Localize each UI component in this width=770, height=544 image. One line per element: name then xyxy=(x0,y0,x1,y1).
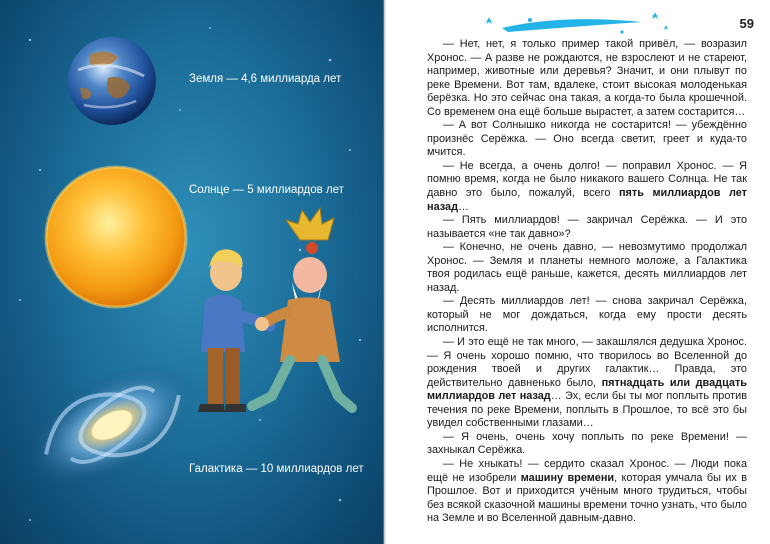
galaxy-caption: Галактика — 10 миллиардов лет xyxy=(189,463,364,475)
paragraph: — Конечно, не очень давно, — невозмутимо продолжал Хронос. — Земля и планеты немного моложе, а Галактика твоя родилась ещё раньше, кажется, десять миллиардов лет назад. xyxy=(427,241,747,294)
galaxy-image xyxy=(6,338,219,512)
earth-image xyxy=(68,37,156,125)
bold-phrase: пять миллиардов лет назад xyxy=(427,187,748,213)
paragraph: — Не хныкать! — сердито сказал Хронос. — Люди пока ещё не изобрели машину времени, которая умчала бы их в Прошлое. Вот и приходится учёным много трудиться, чтобы без всякой сказочной машины времени точно узнать, что было на Земле и во Вселенной давным-давно. xyxy=(427,457,747,525)
paragraph: — Я очень, очень хочу поплыть по реке Времени! — захныкал Серёжка. xyxy=(427,430,747,457)
handshake xyxy=(255,317,269,331)
illustration-page xyxy=(0,0,383,544)
star-icon xyxy=(664,25,668,30)
star-icon xyxy=(486,17,492,24)
paragraph: — И это ещё не так много, — закашлялся дедушка Хронос. — Я очень хорошо помню, что творилось во Вселенной до рождения твоей и других галактик… Правда, это действительно давненько было, пятнадцать или двадцать миллиардов лет назад… Эх, если бы ты мог поплыть против течения по реке Времени, поплыть в Прошлое, то всё это бы увидел собственными глазами… xyxy=(427,336,748,430)
paragraph: — Десять миллиардов лет! — снова закричал Серёжка, который не мог дождаться, когда ему прости десять исполнится. xyxy=(427,295,747,335)
sun-image xyxy=(46,167,186,307)
text-page xyxy=(387,0,770,544)
bold-phrase: пятнадцать или двадцать миллиардов лет назад xyxy=(427,376,747,403)
sun-caption: Солнце — 5 миллиардов лет xyxy=(189,184,344,196)
paragraph: — Нет, нет, я только пример такой привёл, — возразил Хронос. — А разве не рождаются, не взрослеют и не стареют, например, животные или деревья? Значит, и они плывут по реке Времени. Вот там, вдалеке, стоит высокая молоденькая берёзка. Но это сейчас она такая, а когда-то была крошечной. Со временем она ещё больше вырастет, а затем состарится… xyxy=(427,38,747,118)
page-number: 59 xyxy=(739,16,754,31)
boy-figure xyxy=(198,249,270,412)
comet-ornament xyxy=(472,10,672,38)
earth-caption: Земля — 4,6 миллиарда лет xyxy=(189,73,342,85)
star-icon xyxy=(652,12,658,19)
paragraph: — Пять миллиардов! — закричал Серёжка. — И это называется «не так давно»? xyxy=(427,214,747,240)
chronos-figure xyxy=(252,208,352,408)
paragraph: — Не всегда, а очень долго! — поправил Хронос. — Я помню время, когда не было никакого вашего Солнца. Не так давно это было, пожалуй, всего пять миллиардов лет назад… xyxy=(427,159,748,213)
story-text xyxy=(427,38,747,526)
bold-phrase: машину времени xyxy=(520,471,615,484)
paragraph: — А вот Солнышко никогда не состарится! — убеждённо произнёс Серёжка. — Оно всегда светит, греет и куда-то мчится. xyxy=(427,119,747,159)
